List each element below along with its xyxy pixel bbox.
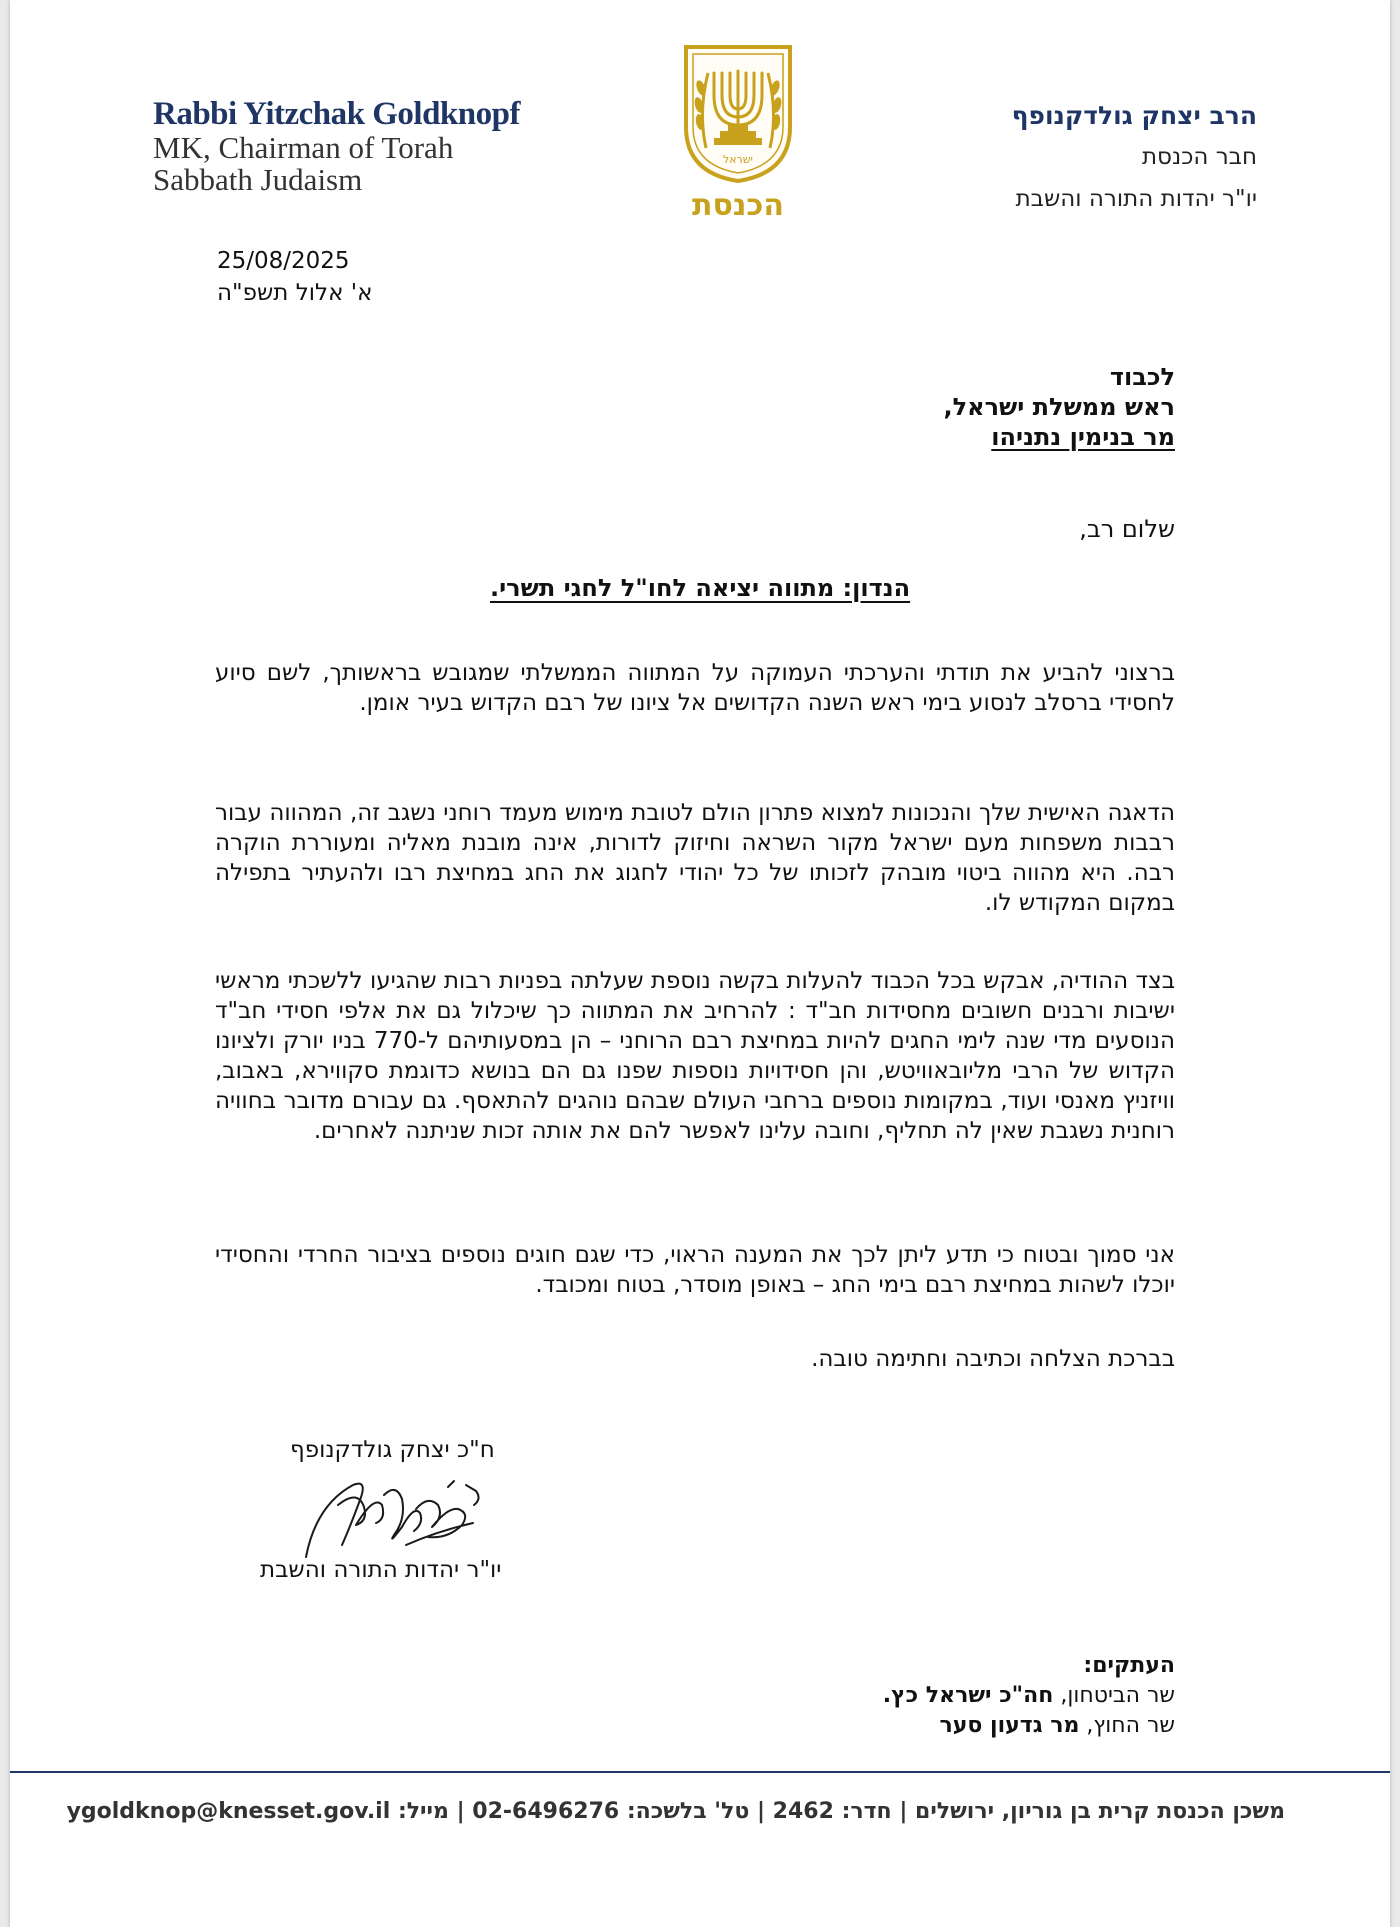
footer-contact: משכן הכנסת קרית בן גוריון, ירושלים | חדר: 2462 | טל' בלשכה: 02-6496276 | מייל: ygoldknop@knesset.gov.il [66, 1799, 1285, 1824]
footer-address: משכן הכנסת קרית בן גוריון, ירושלים [915, 1799, 1285, 1824]
sender-name-he: הרב יצחק גולדקנופף [1011, 101, 1257, 130]
date-hebrew: א' אלול תשפ"ה [217, 280, 373, 306]
addressee-line-1: לכבוד [1109, 363, 1175, 391]
subject-line: הנדון: מתווה יציאה לחו"ל לחגי תשרי. [490, 574, 911, 602]
knesset-emblem-icon [682, 43, 794, 185]
sender-name-en: Rabbi Yitzchak Goldknopf [153, 96, 520, 132]
knesset-label: הכנסת [691, 188, 785, 223]
cc-item-foreign [940, 1713, 1175, 1738]
signatory-name: ח"כ יצחק גולדקנופף [290, 1437, 495, 1463]
addressee-line-3: מר בנימין נתניהו [991, 423, 1175, 451]
sender-title-en-line-2: Sabbath Judaism [153, 162, 363, 197]
emblem-inscription: ישראל [722, 153, 754, 166]
footer-room-label: חדר: [841, 1799, 892, 1824]
cc-person: מר גדעון סער [939, 1713, 1080, 1738]
paragraph-1: ברצוני להביע את תודתי והערכתי העמוקה על המתווה הממשלתי שמגובש בראשותך, לשם סיוע לחסידי ברסלב לנסוע בימי ראש השנה הקדושים אל ציונו של רבם הקדוש בעיר אומן. [215, 660, 1175, 716]
paragraph-2: הדאגה האישית שלך והנכונות למצוא פתרון הולם לטובת מימוש מעמד רוחני נשגב זה, המהווה עבור רבבות משפחות מעם ישראל מקור השראה וחיזוק לדורות, אינה מובנת מאליה ומעוררת הוקרה רבה. היא מהווה ביטוי מובהק לזכותו של כל יהודי לחגוג את החג במחיצת רבו ולהעתיר בתפילה במקום המקודש לו. [215, 800, 1175, 916]
cc-title: העתקים: [1083, 1653, 1175, 1678]
cc-role: שר הביטחון, [1060, 1683, 1175, 1708]
closing-blessing: בברכת הצלחה וכתיבה וחתימה טובה. [811, 1346, 1175, 1372]
footer-phone-label: טל' בלשכה: [626, 1799, 750, 1824]
signatory-title: יו"ר יהדות התורה והשבת [260, 1557, 502, 1583]
paragraph-4: אני סמוך ובטוח כי תדע ליתן לכך את המענה הראוי, כדי שגם חוגים נוספים בציבור החרדי והחסידי יוכלו לשהות במחיצת רבם בימי החג – באופן מוסדר, בטוח ומכובד. [215, 1242, 1175, 1298]
footer-email[interactable]: ygoldknop@knesset.gov.il [66, 1799, 391, 1824]
paragraph-3: בצד ההודיה, אבקש בכל הכבוד להעלות בקשה נוספת שעלתה בפניות רבות שהגיעו ללשכתי מראשי ישיבות ורבנים חשובים מחסידות חב"ד : להרחיב את המתווה כך שיכלול גם את אלפי חסידי חב"ד הנוסעים מדי שנה לימי החגים להיות במחיצת רבם הרוחני – הן במסעותיהם ל-770 בניו יורק ולציונו הקדוש של הרבי מליובאוויטש, והן חסידויות נוספות שפנו גם הם בנושא כדוגמת סקווירא, באבוב, וויזניץ מאנסי ועוד, במקומות נוספים ברחבי העולם שבהם נוהגים להתאסף. גם עבורם מדובר בחוויה רוחנית נשגבת שאין לה תחליף, וחובה עלינו לאפשר להם את אותה זכות שניתנה לאחרים. [215, 968, 1175, 1144]
footer-divider [10, 1771, 1390, 1773]
letter-page [10, 0, 1390, 1927]
footer-email-label: מייל: [397, 1799, 449, 1824]
sender-title-he-line-2: יו"ר יהדות התורה והשבת [1015, 186, 1257, 212]
footer-phone: 02-6496276 [472, 1799, 620, 1824]
greeting: שלום רב, [1079, 515, 1175, 543]
footer-room: 2462 [772, 1799, 834, 1824]
cc-item-defense [883, 1683, 1175, 1708]
cc-person: חה"כ ישראל כץ. [882, 1683, 1054, 1708]
addressee-line-2: ראש ממשלת ישראל, [943, 393, 1175, 421]
sender-title-en-line-1: MK, Chairman of Torah [153, 130, 454, 165]
sender-title-he-line-1: חבר הכנסת [1141, 144, 1257, 170]
date-gregorian: 25/08/2025 [217, 248, 350, 274]
handwritten-signature [298, 1465, 508, 1569]
cc-role: שר החוץ, [1086, 1713, 1175, 1738]
